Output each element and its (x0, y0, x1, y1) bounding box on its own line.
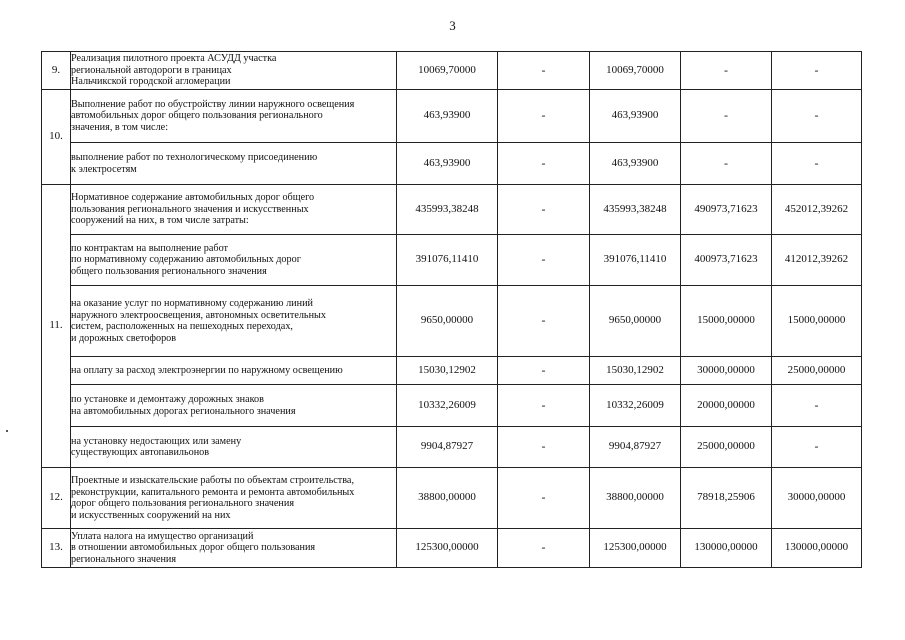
budget-table (41, 51, 862, 568)
amount-cell: 412012,39262 (772, 235, 862, 286)
amount-cell: - (498, 468, 590, 529)
item-description: Реализация пилотного проекта АСУДД участка региональной автодороги в границах Нальчикской городской агломерации (71, 52, 397, 90)
amount-cell: 9904,87927 (397, 427, 498, 468)
amount-cell: 10332,26009 (397, 385, 498, 427)
amount-cell: 10069,70000 (397, 52, 498, 90)
table-row (42, 235, 862, 286)
amount-cell: 20000,00000 (681, 385, 772, 427)
row-number: 12. (42, 468, 71, 529)
amount-cell: 130000,00000 (772, 529, 862, 568)
amount-cell: 30000,00000 (681, 357, 772, 385)
scan-speck (6, 430, 8, 432)
row-number: 9. (42, 52, 71, 90)
amount-cell: 9650,00000 (590, 286, 681, 357)
table-row (42, 529, 862, 568)
item-description: на оплату за расход электроэнергии по наружному освещению (71, 357, 397, 385)
amount-cell: 463,93900 (590, 90, 681, 143)
table-row (42, 468, 862, 529)
amount-cell: 10332,26009 (590, 385, 681, 427)
table-row (42, 52, 862, 90)
table-row (42, 427, 862, 468)
amount-cell: - (498, 143, 590, 185)
item-description: по контрактам на выполнение работ по нормативному содержанию автомобильных дорог общего пользования регионального значения (71, 235, 397, 286)
amount-cell: 125300,00000 (590, 529, 681, 568)
amount-cell: 10069,70000 (590, 52, 681, 90)
item-description: Выполнение работ по обустройству линии наружного освещения автомобильных дорог общего пользования регионального значения, в том числе: (71, 90, 397, 143)
amount-cell: - (498, 427, 590, 468)
item-description: Уплата налога на имущество организаций в отношении автомобильных дорог общего пользования регионального значения (71, 529, 397, 568)
amount-cell: - (681, 143, 772, 185)
amount-cell: - (772, 52, 862, 90)
table-row (42, 385, 862, 427)
row-number: 13. (42, 529, 71, 568)
page-number: 3 (449, 18, 456, 33)
amount-cell: - (681, 52, 772, 90)
amount-cell: 78918,25906 (681, 468, 772, 529)
item-description: на установку недостающих или замену существующих автопавильонов (71, 427, 397, 468)
amount-cell: 391076,11410 (397, 235, 498, 286)
amount-cell: 15030,12902 (590, 357, 681, 385)
amount-cell: 38800,00000 (590, 468, 681, 529)
item-description: выполнение работ по технологическому присоединению к электросетям (71, 143, 397, 185)
amount-cell: - (498, 235, 590, 286)
table-row (42, 185, 862, 235)
amount-cell: 435993,38248 (397, 185, 498, 235)
amount-cell: - (498, 185, 590, 235)
table-row (42, 357, 862, 385)
amount-cell: 400973,71623 (681, 235, 772, 286)
amount-cell: 15000,00000 (772, 286, 862, 357)
amount-cell: - (498, 52, 590, 90)
amount-cell: 9904,87927 (590, 427, 681, 468)
amount-cell: 463,93900 (397, 90, 498, 143)
item-description: по установке и демонтажу дорожных знаков на автомобильных дорогах регионального значения (71, 385, 397, 427)
amount-cell: 38800,00000 (397, 468, 498, 529)
amount-cell: - (772, 427, 862, 468)
amount-cell: - (772, 385, 862, 427)
row-number: 10. (42, 90, 71, 185)
amount-cell: 30000,00000 (772, 468, 862, 529)
amount-cell: 391076,11410 (590, 235, 681, 286)
table-row (42, 90, 862, 143)
amount-cell: 25000,00000 (681, 427, 772, 468)
amount-cell: 452012,39262 (772, 185, 862, 235)
amount-cell: 15000,00000 (681, 286, 772, 357)
amount-cell: 490973,71623 (681, 185, 772, 235)
amount-cell: - (498, 90, 590, 143)
amount-cell: - (498, 357, 590, 385)
row-number: 11. (42, 185, 71, 468)
amount-cell: 463,93900 (397, 143, 498, 185)
amount-cell: - (772, 143, 862, 185)
amount-cell: 463,93900 (590, 143, 681, 185)
amount-cell: - (498, 529, 590, 568)
amount-cell: 435993,38248 (590, 185, 681, 235)
amount-cell: 130000,00000 (681, 529, 772, 568)
amount-cell: - (498, 286, 590, 357)
amount-cell: 25000,00000 (772, 357, 862, 385)
amount-cell: 15030,12902 (397, 357, 498, 385)
amount-cell: 125300,00000 (397, 529, 498, 568)
amount-cell: - (681, 90, 772, 143)
item-description: на оказание услуг по нормативному содержанию линий наружного электроосвещения, автономных осветительных систем, расположенных на пешеходных переходах, и дорожных светофоров (71, 286, 397, 357)
amount-cell: - (772, 90, 862, 143)
table-row (42, 286, 862, 357)
item-description: Нормативное содержание автомобильных дорог общего пользования регионального значения и искусственных сооружений на них, в том числе затраты: (71, 185, 397, 235)
table-row (42, 143, 862, 185)
amount-cell: 9650,00000 (397, 286, 498, 357)
item-description: Проектные и изыскательские работы по объектам строительства, реконструкции, капитального ремонта и ремонта автомобильных дорог общего пользования регионального значения и искусственных сооружений на них (71, 468, 397, 529)
amount-cell: - (498, 385, 590, 427)
